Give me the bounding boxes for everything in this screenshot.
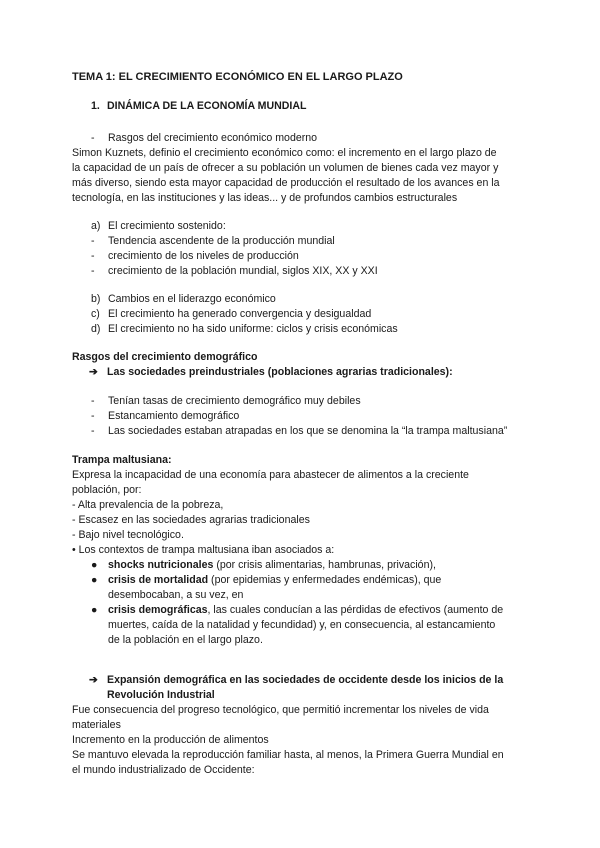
bold-term: crisis demográficas	[108, 604, 208, 616]
list-item: El crecimiento ha generado convergencia y desigualdad	[108, 308, 372, 320]
paragraph-line: Simon Kuznets, definio el crecimiento económico como: el incremento en el largo plazo de	[72, 147, 497, 159]
subsection-heading: Rasgos del crecimiento demográfico	[72, 351, 258, 363]
rasgos-bullet-text: Rasgos del crecimiento económico moderno	[108, 132, 318, 144]
paragraph-line: Fue consecuencia del progreso tecnológico, que permitió incrementar los niveles de vida	[72, 704, 489, 716]
bullet-dot: ●	[91, 559, 98, 571]
paragraph-line: materiales	[72, 719, 121, 731]
section-heading: DINÁMICA DE LA ECONOMÍA MUNDIAL	[107, 100, 307, 112]
list-item: Tendencia ascendente de la producción mundial	[108, 235, 335, 247]
list-item: crecimiento de los niveles de producción	[108, 250, 299, 262]
dash-bullet: -	[91, 235, 95, 247]
list-item	[108, 603, 503, 618]
list-marker: b)	[91, 293, 101, 305]
paragraph-line: Expresa la incapacidad de una economía para abastecer de alimentos a la creciente	[72, 469, 469, 481]
list-marker: a)	[91, 220, 101, 232]
paragraph-line: • Los contextos de trampa maltusiana iban asociados a:	[72, 544, 335, 556]
bold-term: shocks nutricionales	[108, 559, 214, 571]
list-marker: d)	[91, 323, 101, 335]
paragraph-line: población, por:	[72, 484, 142, 496]
arrow-subheading: Expansión demográfica en las sociedades de occidente desde los inicios de la	[107, 674, 504, 686]
arrow-icon: ➔	[89, 366, 98, 378]
dash-bullet: -	[91, 410, 95, 422]
paragraph-line: Se mantuvo elevada la reproducción familiar hasta, al menos, la Primera Guerra Mundial en	[72, 749, 504, 761]
term-description: (por crisis alimentarias, hambrunas, privación),	[213, 559, 436, 571]
list-item-continuation: de la población en el largo plazo.	[108, 634, 263, 646]
dash-bullet: -	[91, 395, 95, 407]
list-item-continuation: desembocaban, a su vez, en	[108, 589, 244, 601]
term-description: (por epidemias y enfermedades endémicas), que	[208, 574, 442, 586]
term-description: , las cuales conducían a las pérdidas de efectivos (aumento de	[207, 604, 504, 616]
paragraph-line: el mundo industrializado de Occidente:	[72, 764, 255, 776]
list-item: Cambios en el liderazgo económico	[108, 293, 276, 305]
arrow-icon: ➔	[89, 674, 98, 686]
list-item: crecimiento de la población mundial, siglos XIX, XX y XXI	[108, 265, 378, 277]
dash-bullet: -	[91, 250, 95, 262]
bold-term: crisis de mortalidad	[108, 574, 209, 586]
paragraph-line: más diverso, siendo esta mayor capacidad de producción el resultado de los avances en la	[72, 177, 500, 189]
list-item: Tenían tasas de crecimiento demográfico muy debiles	[108, 395, 361, 407]
list-marker: c)	[91, 308, 100, 320]
paragraph-line: Incremento en la producción de alimentos	[72, 734, 269, 746]
paragraph-line: - Alta prevalencia de la pobreza,	[72, 499, 224, 511]
subsection-heading: Trampa maltusiana:	[72, 454, 172, 466]
paragraph-line: - Escasez en las sociedades agrarias tradicionales	[72, 514, 310, 526]
list-item-continuation: muertes, caída de la natalidad y fecundidad) y, en consecuencia, al estancamiento	[108, 619, 496, 631]
list-item	[108, 573, 441, 588]
arrow-subheading: Las sociedades preindustriales (poblaciones agrarias tradicionales):	[107, 366, 453, 378]
paragraph-line: la capacidad de un país de ofrecer a su población un volumen de bienes cada vez mayor y	[72, 162, 499, 174]
list-item: Las sociedades estaban atrapadas en los que se denomina la “la trampa maltusiana”	[108, 425, 508, 437]
list-item: El crecimiento no ha sido uniforme: ciclos y crisis económicas	[108, 323, 398, 335]
arrow-subheading-continuation: Revolución Industrial	[107, 689, 215, 701]
bullet-dot: ●	[91, 574, 98, 586]
document-title: TEMA 1: EL CRECIMIENTO ECONÓMICO EN EL LARGO PLAZO	[72, 71, 403, 83]
paragraph-line: - Bajo nivel tecnológico.	[72, 529, 184, 541]
paragraph-line: tecnología, en las instituciones y las ideas... y de profundos cambios estructurales	[72, 192, 458, 204]
list-item: El crecimiento sostenido:	[108, 220, 226, 232]
list-item: Estancamiento demográfico	[108, 410, 240, 422]
dash-bullet: -	[91, 132, 95, 144]
section-number: 1.	[91, 100, 100, 112]
dash-bullet: -	[91, 425, 95, 437]
dash-bullet: -	[91, 265, 95, 277]
list-item	[108, 558, 436, 573]
bullet-dot: ●	[91, 604, 98, 616]
